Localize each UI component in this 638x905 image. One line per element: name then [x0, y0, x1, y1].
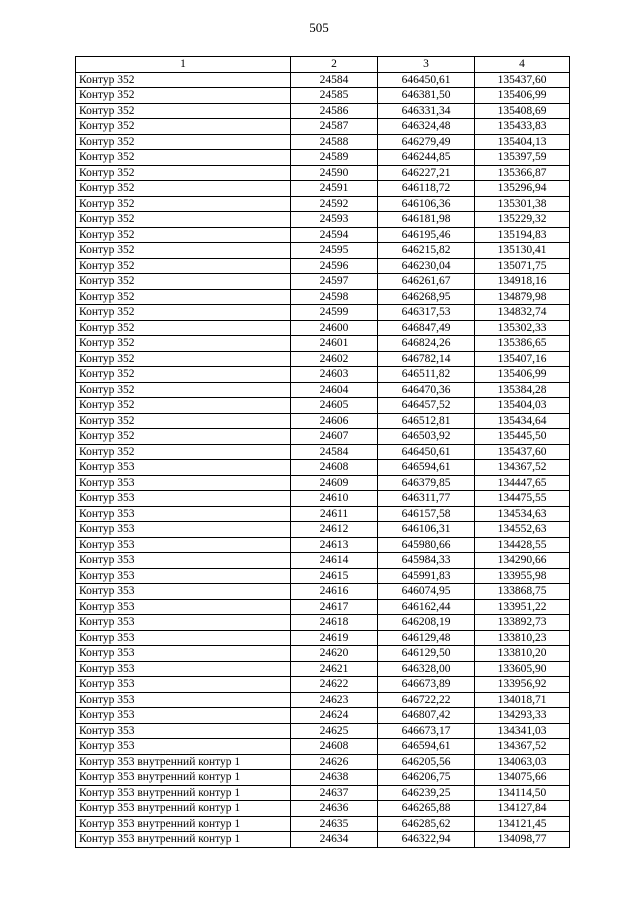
y-coordinate-cell: 134114,50: [475, 785, 570, 801]
contour-name-cell: Контур 352: [76, 72, 291, 88]
x-coordinate-cell: 646285,62: [378, 816, 475, 832]
point-number-cell: 24638: [291, 770, 378, 786]
point-number-cell: 24607: [291, 429, 378, 445]
column-header-4: 4: [475, 57, 570, 73]
y-coordinate-cell: 133868,75: [475, 584, 570, 600]
x-coordinate-cell: 646279,49: [378, 134, 475, 150]
y-coordinate-cell: 134098,77: [475, 832, 570, 848]
table-header: [76, 57, 570, 73]
table-row: [76, 336, 570, 352]
table-row: [76, 460, 570, 476]
x-coordinate-cell: 646331,34: [378, 103, 475, 119]
y-coordinate-cell: 135404,13: [475, 134, 570, 150]
x-coordinate-cell: 646324,48: [378, 119, 475, 135]
x-coordinate-cell: 646265,88: [378, 801, 475, 817]
point-number-cell: 24611: [291, 506, 378, 522]
x-coordinate-cell: 646503,92: [378, 429, 475, 445]
table-row: [76, 708, 570, 724]
table-row: [76, 150, 570, 166]
table-row: [76, 429, 570, 445]
y-coordinate-cell: 134534,63: [475, 506, 570, 522]
contour-name-cell: Контур 352: [76, 429, 291, 445]
table-row: [76, 770, 570, 786]
x-coordinate-cell: 646162,44: [378, 599, 475, 615]
table-row: [76, 165, 570, 181]
contour-name-cell: Контур 352: [76, 398, 291, 414]
header-row: [76, 57, 570, 73]
x-coordinate-cell: 645991,83: [378, 568, 475, 584]
y-coordinate-cell: 135445,50: [475, 429, 570, 445]
table-row: [76, 599, 570, 615]
point-number-cell: 24612: [291, 522, 378, 538]
point-number-cell: 24610: [291, 491, 378, 507]
y-coordinate-cell: 133955,98: [475, 568, 570, 584]
x-coordinate-cell: 646847,49: [378, 320, 475, 336]
contour-name-cell: Контур 353 внутренний контур 1: [76, 816, 291, 832]
point-number-cell: 24635: [291, 816, 378, 832]
table-row: [76, 537, 570, 553]
x-coordinate-cell: 645980,66: [378, 537, 475, 553]
point-number-cell: 24608: [291, 460, 378, 476]
point-number-cell: 24625: [291, 723, 378, 739]
point-number-cell: 24624: [291, 708, 378, 724]
y-coordinate-cell: 135301,38: [475, 196, 570, 212]
table-row: [76, 444, 570, 460]
contour-name-cell: Контур 352: [76, 382, 291, 398]
x-coordinate-cell: 646129,50: [378, 646, 475, 662]
y-coordinate-cell: 134075,66: [475, 770, 570, 786]
x-coordinate-cell: 646824,26: [378, 336, 475, 352]
point-number-cell: 24621: [291, 661, 378, 677]
y-coordinate-cell: 135406,99: [475, 88, 570, 104]
contour-name-cell: Контур 353: [76, 537, 291, 553]
x-coordinate-cell: 646673,17: [378, 723, 475, 739]
x-coordinate-cell: 646328,00: [378, 661, 475, 677]
table-row: [76, 134, 570, 150]
contour-name-cell: Контур 353: [76, 584, 291, 600]
x-coordinate-cell: 646157,58: [378, 506, 475, 522]
table-row: [76, 351, 570, 367]
page-number: 505: [309, 20, 329, 35]
table-row: [76, 413, 570, 429]
column-header-2: 2: [291, 57, 378, 73]
table-row: [76, 522, 570, 538]
y-coordinate-cell: 133810,20: [475, 646, 570, 662]
y-coordinate-cell: 134475,55: [475, 491, 570, 507]
x-coordinate-cell: 646470,36: [378, 382, 475, 398]
point-number-cell: 24585: [291, 88, 378, 104]
contour-name-cell: Контур 353: [76, 677, 291, 693]
point-number-cell: 24602: [291, 351, 378, 367]
table-row: [76, 72, 570, 88]
contour-name-cell: Контур 353: [76, 553, 291, 569]
y-coordinate-cell: 135407,16: [475, 351, 570, 367]
table-row: [76, 475, 570, 491]
table-row: [76, 274, 570, 290]
point-number-cell: 24634: [291, 832, 378, 848]
point-number-cell: 24613: [291, 537, 378, 553]
contour-name-cell: Контур 353: [76, 723, 291, 739]
x-coordinate-cell: 646322,94: [378, 832, 475, 848]
x-coordinate-cell: 646379,85: [378, 475, 475, 491]
table-row: [76, 646, 570, 662]
table-row: [76, 196, 570, 212]
contour-name-cell: Контур 353: [76, 491, 291, 507]
point-number-cell: 24600: [291, 320, 378, 336]
contour-name-cell: Контур 353: [76, 599, 291, 615]
contour-name-cell: Контур 353: [76, 506, 291, 522]
y-coordinate-cell: 134367,52: [475, 460, 570, 476]
x-coordinate-cell: 646594,61: [378, 460, 475, 476]
point-number-cell: 24619: [291, 630, 378, 646]
y-coordinate-cell: 135386,65: [475, 336, 570, 352]
y-coordinate-cell: 134341,03: [475, 723, 570, 739]
point-number-cell: 24601: [291, 336, 378, 352]
point-number-cell: 24587: [291, 119, 378, 135]
point-number-cell: 24608: [291, 739, 378, 755]
y-coordinate-cell: 134447,65: [475, 475, 570, 491]
table-row: [76, 677, 570, 693]
x-coordinate-cell: 646244,85: [378, 150, 475, 166]
y-coordinate-cell: 134428,55: [475, 537, 570, 553]
point-number-cell: 24584: [291, 444, 378, 460]
x-coordinate-cell: 646118,72: [378, 181, 475, 197]
y-coordinate-cell: 135366,87: [475, 165, 570, 181]
point-number-cell: 24592: [291, 196, 378, 212]
table-row: [76, 289, 570, 305]
x-coordinate-cell: 646511,82: [378, 367, 475, 383]
table-row: [76, 723, 570, 739]
table-row: [76, 785, 570, 801]
y-coordinate-cell: 134879,98: [475, 289, 570, 305]
x-coordinate-cell: 646311,77: [378, 491, 475, 507]
table-row: [76, 832, 570, 848]
y-coordinate-cell: 135229,32: [475, 212, 570, 228]
contour-name-cell: Контур 352: [76, 134, 291, 150]
table-row: [76, 103, 570, 119]
point-number-cell: 24596: [291, 258, 378, 274]
point-number-cell: 24622: [291, 677, 378, 693]
contour-name-cell: Контур 353: [76, 646, 291, 662]
point-number-cell: 24593: [291, 212, 378, 228]
table-row: [76, 382, 570, 398]
table-row: [76, 739, 570, 755]
point-number-cell: 24614: [291, 553, 378, 569]
x-coordinate-cell: 646239,25: [378, 785, 475, 801]
x-coordinate-cell: 646206,75: [378, 770, 475, 786]
coordinates-table: [75, 56, 570, 848]
contour-name-cell: Контур 352: [76, 258, 291, 274]
point-number-cell: 24599: [291, 305, 378, 321]
contour-name-cell: Контур 353: [76, 692, 291, 708]
x-coordinate-cell: 646195,46: [378, 227, 475, 243]
contour-name-cell: Контур 352: [76, 165, 291, 181]
contour-name-cell: Контур 352: [76, 320, 291, 336]
x-coordinate-cell: 646230,04: [378, 258, 475, 274]
y-coordinate-cell: 134293,33: [475, 708, 570, 724]
y-coordinate-cell: 133956,92: [475, 677, 570, 693]
point-number-cell: 24591: [291, 181, 378, 197]
y-coordinate-cell: 135404,03: [475, 398, 570, 414]
y-coordinate-cell: 135437,60: [475, 444, 570, 460]
table-body: [76, 72, 570, 847]
contour-name-cell: Контур 352: [76, 150, 291, 166]
table-row: [76, 692, 570, 708]
x-coordinate-cell: 645984,33: [378, 553, 475, 569]
contour-name-cell: Контур 352: [76, 413, 291, 429]
table-row: [76, 801, 570, 817]
table-row: [76, 506, 570, 522]
table-row: [76, 553, 570, 569]
x-coordinate-cell: 646782,14: [378, 351, 475, 367]
contour-name-cell: Контур 353 внутренний контур 1: [76, 754, 291, 770]
contour-name-cell: Контур 353: [76, 661, 291, 677]
y-coordinate-cell: 135408,69: [475, 103, 570, 119]
x-coordinate-cell: 646208,19: [378, 615, 475, 631]
y-coordinate-cell: 135397,59: [475, 150, 570, 166]
contour-name-cell: Контур 353 внутренний контур 1: [76, 785, 291, 801]
y-coordinate-cell: 135071,75: [475, 258, 570, 274]
x-coordinate-cell: 646381,50: [378, 88, 475, 104]
point-number-cell: 24616: [291, 584, 378, 600]
point-number-cell: 24586: [291, 103, 378, 119]
x-coordinate-cell: 646673,89: [378, 677, 475, 693]
point-number-cell: 24623: [291, 692, 378, 708]
x-coordinate-cell: 646722,22: [378, 692, 475, 708]
y-coordinate-cell: 135406,99: [475, 367, 570, 383]
y-coordinate-cell: 133605,90: [475, 661, 570, 677]
y-coordinate-cell: 133892,73: [475, 615, 570, 631]
contour-name-cell: Контур 352: [76, 227, 291, 243]
x-coordinate-cell: 646129,48: [378, 630, 475, 646]
point-number-cell: 24615: [291, 568, 378, 584]
x-coordinate-cell: 646261,67: [378, 274, 475, 290]
contour-name-cell: Контур 352: [76, 88, 291, 104]
table-row: [76, 584, 570, 600]
contour-name-cell: Контур 352: [76, 289, 291, 305]
contour-name-cell: Контур 353: [76, 708, 291, 724]
x-coordinate-cell: 646594,61: [378, 739, 475, 755]
contour-name-cell: Контур 353 внутренний контур 1: [76, 832, 291, 848]
point-number-cell: 24588: [291, 134, 378, 150]
contour-name-cell: Контур 353: [76, 460, 291, 476]
contour-name-cell: Контур 352: [76, 196, 291, 212]
y-coordinate-cell: 133951,22: [475, 599, 570, 615]
point-number-cell: 24605: [291, 398, 378, 414]
point-number-cell: 24626: [291, 754, 378, 770]
x-coordinate-cell: 646512,81: [378, 413, 475, 429]
y-coordinate-cell: 135384,28: [475, 382, 570, 398]
point-number-cell: 24637: [291, 785, 378, 801]
y-coordinate-cell: 134367,52: [475, 739, 570, 755]
y-coordinate-cell: 134832,74: [475, 305, 570, 321]
y-coordinate-cell: 135437,60: [475, 72, 570, 88]
x-coordinate-cell: 646215,82: [378, 243, 475, 259]
x-coordinate-cell: 646181,98: [378, 212, 475, 228]
contour-name-cell: Контур 352: [76, 351, 291, 367]
x-coordinate-cell: 646450,61: [378, 72, 475, 88]
point-number-cell: 24636: [291, 801, 378, 817]
x-coordinate-cell: 646227,21: [378, 165, 475, 181]
contour-name-cell: Контур 352: [76, 367, 291, 383]
x-coordinate-cell: 646106,31: [378, 522, 475, 538]
contour-name-cell: Контур 353: [76, 568, 291, 584]
point-number-cell: 24609: [291, 475, 378, 491]
contour-name-cell: Контур 353: [76, 475, 291, 491]
contour-name-cell: Контур 353 внутренний контур 1: [76, 801, 291, 817]
table-row: [76, 630, 570, 646]
point-number-cell: 24606: [291, 413, 378, 429]
y-coordinate-cell: 134918,16: [475, 274, 570, 290]
contour-name-cell: Контур 352: [76, 444, 291, 460]
table-row: [76, 615, 570, 631]
table-row: [76, 568, 570, 584]
contour-name-cell: Контур 352: [76, 212, 291, 228]
x-coordinate-cell: 646205,56: [378, 754, 475, 770]
point-number-cell: 24589: [291, 150, 378, 166]
table-row: [76, 119, 570, 135]
y-coordinate-cell: 134290,66: [475, 553, 570, 569]
y-coordinate-cell: 134552,63: [475, 522, 570, 538]
y-coordinate-cell: 135194,83: [475, 227, 570, 243]
contour-name-cell: Контур 353 внутренний контур 1: [76, 770, 291, 786]
x-coordinate-cell: 646450,61: [378, 444, 475, 460]
table-row: [76, 661, 570, 677]
x-coordinate-cell: 646106,36: [378, 196, 475, 212]
point-number-cell: 24597: [291, 274, 378, 290]
contour-name-cell: Контур 352: [76, 305, 291, 321]
table-row: [76, 754, 570, 770]
point-number-cell: 24590: [291, 165, 378, 181]
point-number-cell: 24620: [291, 646, 378, 662]
contour-name-cell: Контур 352: [76, 181, 291, 197]
y-coordinate-cell: 134121,45: [475, 816, 570, 832]
x-coordinate-cell: 646074,95: [378, 584, 475, 600]
contour-name-cell: Контур 353: [76, 739, 291, 755]
table-row: [76, 227, 570, 243]
contour-name-cell: Контур 353: [76, 522, 291, 538]
point-number-cell: 24603: [291, 367, 378, 383]
point-number-cell: 24594: [291, 227, 378, 243]
table-row: [76, 212, 570, 228]
table-row: [76, 491, 570, 507]
y-coordinate-cell: 135130,41: [475, 243, 570, 259]
column-header-1: 1: [76, 57, 291, 73]
x-coordinate-cell: 646268,95: [378, 289, 475, 305]
y-coordinate-cell: 135296,94: [475, 181, 570, 197]
point-number-cell: 24604: [291, 382, 378, 398]
point-number-cell: 24584: [291, 72, 378, 88]
contour-name-cell: Контур 353: [76, 615, 291, 631]
column-header-3: 3: [378, 57, 475, 73]
y-coordinate-cell: 134018,71: [475, 692, 570, 708]
y-coordinate-cell: 134063,03: [475, 754, 570, 770]
contour-name-cell: Контур 352: [76, 243, 291, 259]
point-number-cell: 24598: [291, 289, 378, 305]
contour-name-cell: Контур 352: [76, 336, 291, 352]
x-coordinate-cell: 646457,52: [378, 398, 475, 414]
point-number-cell: 24595: [291, 243, 378, 259]
point-number-cell: 24618: [291, 615, 378, 631]
table-row: [76, 305, 570, 321]
table-row: [76, 816, 570, 832]
contour-name-cell: Контур 352: [76, 103, 291, 119]
y-coordinate-cell: 135433,83: [475, 119, 570, 135]
y-coordinate-cell: 133810,23: [475, 630, 570, 646]
contour-name-cell: Контур 353: [76, 630, 291, 646]
point-number-cell: 24617: [291, 599, 378, 615]
table-row: [76, 367, 570, 383]
table-row: [76, 88, 570, 104]
table-row: [76, 320, 570, 336]
contour-name-cell: Контур 352: [76, 119, 291, 135]
table-row: [76, 258, 570, 274]
table-row: [76, 243, 570, 259]
y-coordinate-cell: 135302,33: [475, 320, 570, 336]
x-coordinate-cell: 646807,42: [378, 708, 475, 724]
x-coordinate-cell: 646317,53: [378, 305, 475, 321]
contour-name-cell: Контур 352: [76, 274, 291, 290]
y-coordinate-cell: 135434,64: [475, 413, 570, 429]
table-row: [76, 181, 570, 197]
table-row: [76, 398, 570, 414]
y-coordinate-cell: 134127,84: [475, 801, 570, 817]
